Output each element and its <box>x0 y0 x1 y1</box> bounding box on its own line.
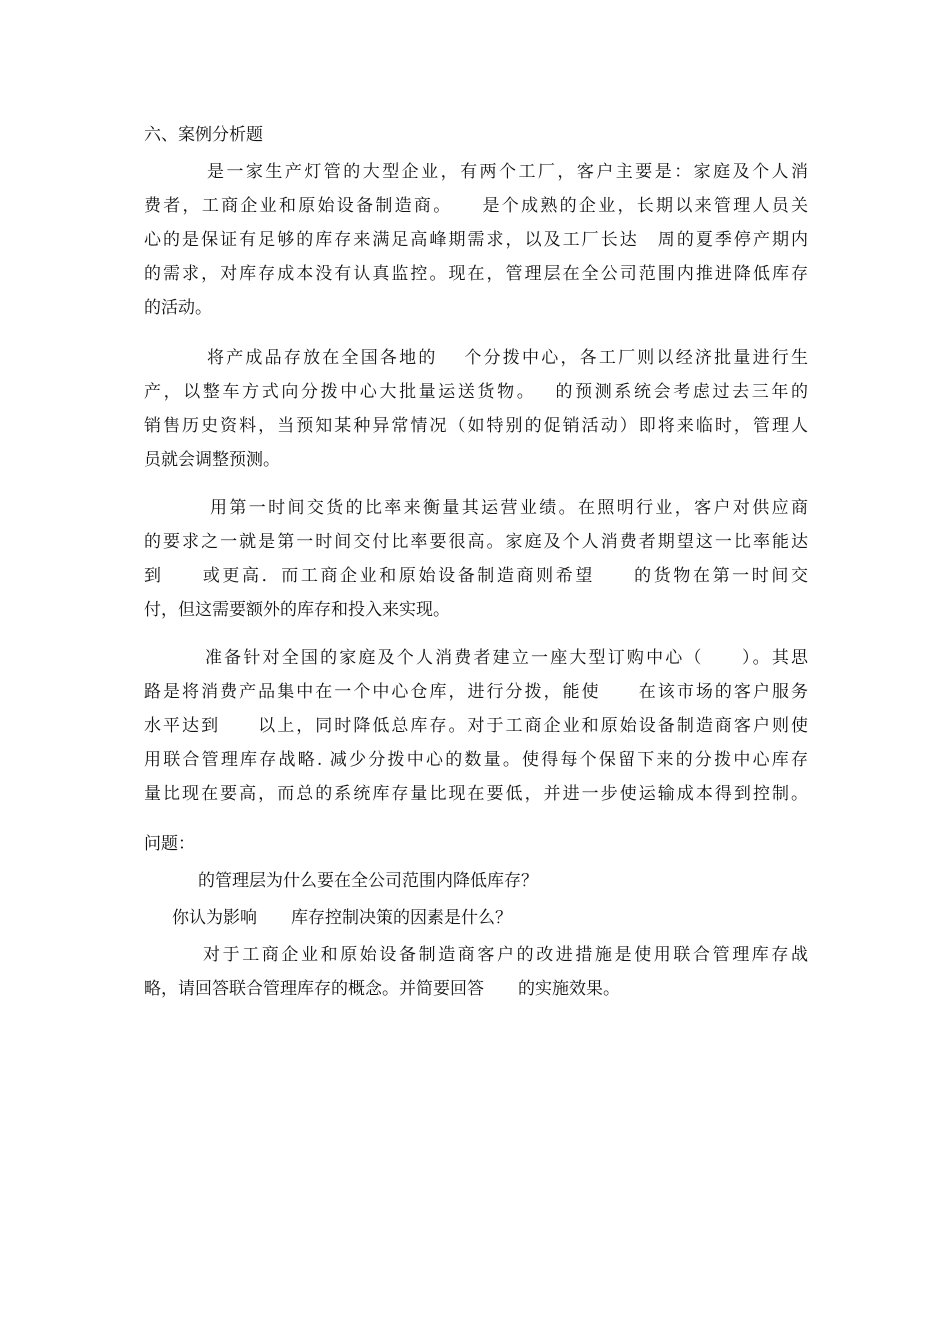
paragraph-line: 水平达到 以上，同时降低总库存。对于工商企业和原始设备制造商客户则使 <box>144 716 808 736</box>
question-1: 的管理层为什么要在全公司范围内降低库存？ <box>198 871 538 891</box>
paragraph-line: 付，但这需要额外的库存和投入来实现。 <box>144 600 450 620</box>
paragraph-line: 产，以整车方式向分拨中心大批量运送货物。 的预测系统会考虑过去三年的 <box>144 382 808 402</box>
paragraph-3 <box>144 491 808 627</box>
paragraph-line: 用第一时间交货的比率来衡量其运营业绩。在照明行业，客户对供应商 <box>210 498 808 518</box>
section-heading: 六、案例分析题 <box>144 125 263 145</box>
paragraph-line: 费者，工商企业和原始设备制造商。 是个成熟的企业，长期以来管理人员关 <box>144 196 808 216</box>
paragraph-2 <box>144 341 808 477</box>
paragraph-line: 略，请回答联合管理库存的概念。并简要回答 的实施效果。 <box>144 979 620 999</box>
paragraph-line: 的活动。 <box>144 298 212 318</box>
paragraph-line: 量比现在要高，而总的系统库存量比现在要低，并进一步使运输成本得到控制。 <box>144 784 808 804</box>
questions-label: 问题： <box>144 834 195 854</box>
question-3 <box>144 938 808 1006</box>
paragraph-line: 的需求，对库存成本没有认真监控。现在，管理层在全公司范围内推进降低库存 <box>144 264 808 284</box>
paragraph-line: 是一家生产灯管的大型企业，有两个工厂，客户主要是：家庭及个人消 <box>207 162 808 182</box>
paragraph-line: 员就会调整预测。 <box>144 450 280 470</box>
paragraph-line: 用联合管理库存战略. 减少分拨中心的数量。使得每个保留下来的分拨中心库存 <box>144 750 808 770</box>
paragraph-line: 路是将消费产品集中在一个中心仓库，进行分拨，能使 在该市场的客户服务 <box>144 682 808 702</box>
paragraph-line: 到 或更高．而工商企业和原始设备制造商则希望 的货物在第一时间交 <box>144 566 808 586</box>
paragraph-line: 心的是保证有足够的库存来满足高峰期需求，以及工厂长达 周的夏季停产期内 <box>144 230 808 250</box>
paragraph-4 <box>144 641 808 811</box>
question-2: 你认为影响 库存控制决策的因素是什么？ <box>172 908 512 928</box>
paragraph-1 <box>144 155 808 325</box>
paragraph-line: 对于工商企业和原始设备制造商客户的改进措施是使用联合管理库存战 <box>203 945 808 965</box>
paragraph-line: 准备针对全国的家庭及个人消费者建立一座大型订购中心（ ）。其思 <box>205 648 808 668</box>
paragraph-line: 的要求之一就是第一时间交付比率要很高。家庭及个人消费者期望这一比率能达 <box>144 532 808 552</box>
paragraph-line: 将产成品存放在全国各地的 个分拨中心，各工厂则以经济批量进行生 <box>207 348 808 368</box>
paragraph-line: 销售历史资料，当预知某种异常情况（如特别的促销活动）即将来临时，管理人 <box>144 416 808 436</box>
